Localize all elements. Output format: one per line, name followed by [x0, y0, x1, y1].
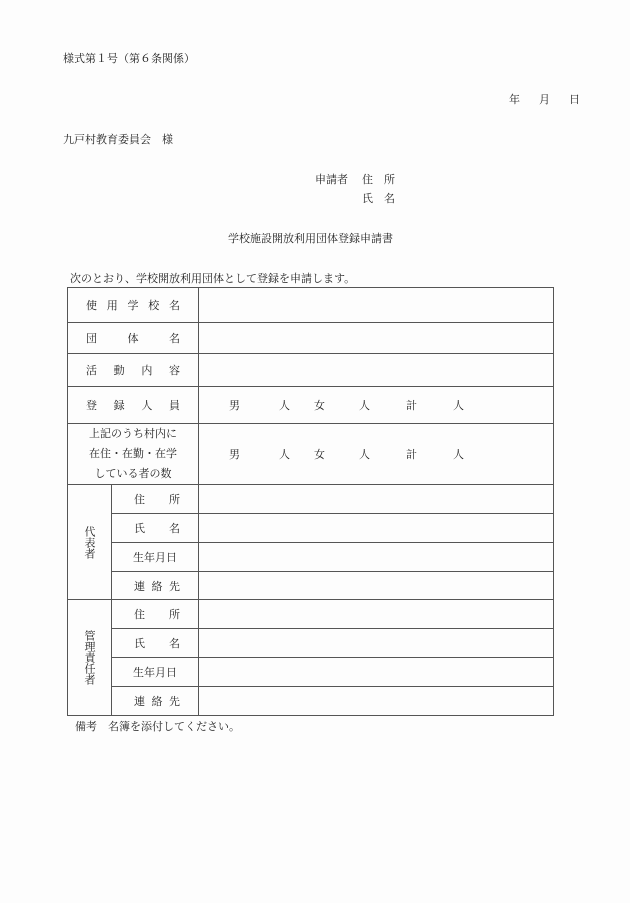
rep-birthdate-field[interactable]: [199, 543, 554, 572]
row-members: [68, 387, 554, 424]
row-rep-address: [68, 485, 554, 514]
rep-name-field[interactable]: [199, 514, 554, 543]
mgr-contact-field[interactable]: [199, 687, 554, 716]
note-text: 備考 名簿を添付してください。: [75, 720, 240, 733]
label-rep-address: 住 所: [112, 485, 199, 514]
applicant-address-label: 住 所: [362, 173, 395, 186]
addressee: 九戸村教育委員会 様: [63, 133, 173, 146]
label-representative: 代表者: [68, 485, 112, 600]
members-count-field[interactable]: 男 人 女 人 計 人: [199, 387, 554, 424]
date-line: [509, 91, 580, 107]
row-mgr-address: [68, 600, 554, 629]
row-local-members: [68, 424, 554, 485]
day-label: 日: [569, 93, 580, 106]
label-mgr-birthdate: 生年月日: [112, 658, 199, 687]
row-school-name: [68, 288, 554, 323]
school-name-field[interactable]: [199, 288, 554, 323]
label-local-members: 上記のうち村内に 在住・在勤・在学 している者の数: [68, 424, 199, 485]
mgr-address-field[interactable]: [199, 600, 554, 629]
intro-text: 次のとおり、学校開放利用団体として登録を申請します。: [70, 272, 356, 285]
form-number: 様式第１号（第６条関係）: [63, 52, 195, 65]
label-activity: 活 動 内 容: [68, 354, 199, 387]
rep-address-field[interactable]: [199, 485, 554, 514]
label-rep-birthdate: 生年月日: [112, 543, 199, 572]
page-title: 学校施設開放利用団体登録申請書: [228, 232, 393, 245]
applicant-name-label: 氏 名: [362, 192, 395, 205]
year-label: 年: [509, 93, 520, 106]
label-group-name: 団 体 名: [68, 323, 199, 354]
mgr-name-field[interactable]: [199, 629, 554, 658]
label-rep-contact: 連 絡 先: [112, 572, 199, 600]
month-label: 月: [539, 93, 550, 106]
label-school-name: 使 用 学 校 名: [68, 288, 199, 323]
row-rep-name: [68, 514, 554, 543]
label-manager: 管理責任者: [68, 600, 112, 716]
label-rep-name: 氏 名: [112, 514, 199, 543]
row-group-name: [68, 323, 554, 354]
row-mgr-birthdate: [68, 658, 554, 687]
row-mgr-contact: [68, 687, 554, 716]
mgr-birthdate-field[interactable]: [199, 658, 554, 687]
row-rep-birthdate: [68, 543, 554, 572]
activity-field[interactable]: [199, 354, 554, 387]
label-mgr-name: 氏 名: [112, 629, 199, 658]
applicant-label: 申請者: [315, 173, 348, 186]
label-mgr-address: 住 所: [112, 600, 199, 629]
row-rep-contact: [68, 572, 554, 600]
group-name-field[interactable]: [199, 323, 554, 354]
registration-table: [67, 287, 554, 716]
rep-contact-field[interactable]: [199, 572, 554, 600]
label-mgr-contact: 連 絡 先: [112, 687, 199, 716]
row-mgr-name: [68, 629, 554, 658]
local-members-count-field[interactable]: 男 人 女 人 計 人: [199, 424, 554, 485]
label-members: 登 録 人 員: [68, 387, 199, 424]
row-activity: [68, 354, 554, 387]
